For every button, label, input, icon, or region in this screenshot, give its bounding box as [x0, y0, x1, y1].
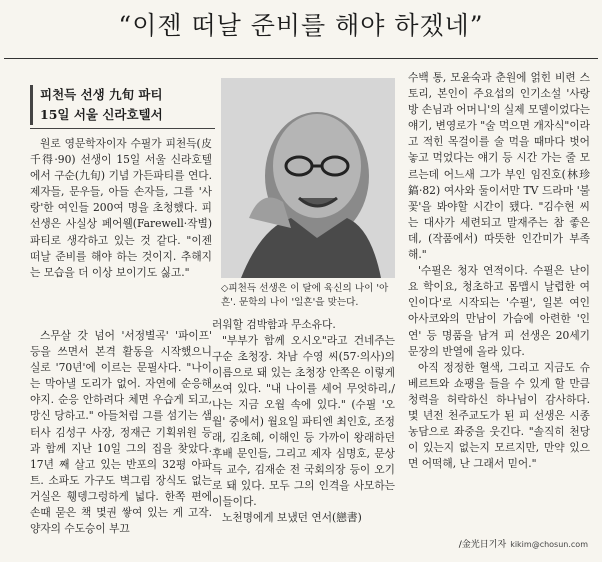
portrait-illustration — [221, 78, 395, 278]
subhead — [30, 85, 210, 125]
article-column-2 — [212, 317, 395, 526]
article-column-3 — [408, 70, 590, 472]
byline-email: kikim@chosun.com — [510, 540, 588, 549]
byline-author: /金光日기자 — [458, 540, 507, 550]
paragraph: 아직 정정한 혈색, 그리고 지금도 슈베르트와 쇼팽을 들을 수 있게 할 만큼 청력을 허락하신 하나님이 감사하다. 몇 년전 천주교도가 된 피 선생은 시종 농담으로 좌중을 웃긴다. "솔직히 천당이 있는지 없는지 모르지만, 만약 있으면 어떡해, 난 그래서 믿어." — [408, 360, 590, 471]
paragraph: '수필은 청자 연적이다. 수필은 난이요 학이요, 청초하고 몸맵시 날렵한 여인이다'로 시작되는 '수필', 일본 여인 아사코와의 만남이 가슴에 아련한 '인연' 등 명품을 남겨 피 선생은 20세기 문장의 반열에 올라 있다. — [408, 264, 590, 358]
paragraph: 원로 영문학자이자 수필가 피천득(皮千得·90) 선생이 15일 서울 신라호텔에서 구순(九旬) 기념 가든파티를 연다. 제자들, 문우들, 아들 손자들, 그를 '사랑'한 여인들 200여 명을 초청했다. 피 선생은 사실상 페어웰(Farewell·작별) 파티로 생각하고 있는 것 같다. "이젠 떠날 준비를 해야 하는 것이지. 추해지는 모습을 더 이상 보이기도 싫고." — [30, 137, 212, 279]
paragraph: 수백 통, 모윤숙과 춘원에 얽힌 비련 스토리, 본인이 주요섭의 인기소설 '사랑방 손님과 어머니'의 실제 모델이었다는 얘기, 변영로가 "술 먹으면 개자식"이라고 적힌 목걸이를 술 먹을 때마다 벗어놓고 먹었다는 얘기 등 시간 가는 줄 모르는데 어느새 그가 부인 임진호(林珍鎬·82) 여사와 둘이서만 TV 드라마 '불꽃'을 봐야할 시간이 됐다. "김수현 씨는 대사가 세련되고 말재주는 참 좋은데, (작품에서) 따뜻한 인간미가 부족해." — [408, 71, 590, 262]
paragraph: 노천명에게 보냈던 연서(戀書) — [222, 511, 362, 525]
paragraph: 러워할 검박함과 무소유다. — [212, 318, 336, 331]
paragraph: "부부가 함께 오시오"라고 건네주는 구순 초청장. 차남 수영 씨(57·의사)의 이름으로 돼 있는 초청장 안쪽은 이렇게 쓰여 있다. "내 나이를 세어 무엇하리,/ 나는 지금 오월 속에 있다." (수필 '오월' 중에서) 월요일 파티엔 최인호, 조정래, 김초혜, 이해인 등 가까이 왕래하던 후배 문인들, 그리고 제자 심명호, 문상득 교수, 김재순 전 국회의장 등이 오기로 돼 있다. 모두 그의 인격을 사모하는 이들이다. — [212, 334, 395, 509]
headline: “이젠 떠날 준비를 해야 하겠네” — [118, 11, 484, 40]
byline — [459, 537, 588, 550]
subhead-rule — [30, 128, 215, 129]
subhead-line-1: 피천득 선생 九旬 파티 — [40, 87, 163, 102]
article-column-1 — [30, 136, 212, 281]
article-column-1-lower — [30, 328, 212, 537]
subhead-line-2: 15일 서울 신라호텔서 — [40, 107, 163, 122]
photo-caption: ◇피천득 선생은 이 달에 육신의 나이 '아흔'. 문학의 나이 '일흔'을 맞는다. — [221, 283, 389, 308]
paragraph: 스무살 갓 넘어 '서정별곡' '파이프' 등을 쓰면서 본격 활동을 시작했으니 실로 '70년'에 이르는 문필사다. "나이는 막아낼 도리가 없어. 자연에 순응해야지. 순응 안하려다 체면 우습게 되고, 망신 당하고." 아들처럼 그를 섬기는 샘터사 김성구 사장, 정재근 기획위원 등과 함께 지난 10일 그의 집을 찾았다. 17년 째 살고 있는 반포의 32평 아파트. 소파도 가구도 벽그림 장식도 없는 거실은 휑뎅그렁하게 넓다. 한쪽 편에 손때 묻은 책 몇권 쌓여 있는 게 고작. 양자의 수도승이 부끄 — [30, 329, 212, 536]
portrait-photo — [221, 78, 395, 278]
headline-rule — [4, 58, 598, 59]
